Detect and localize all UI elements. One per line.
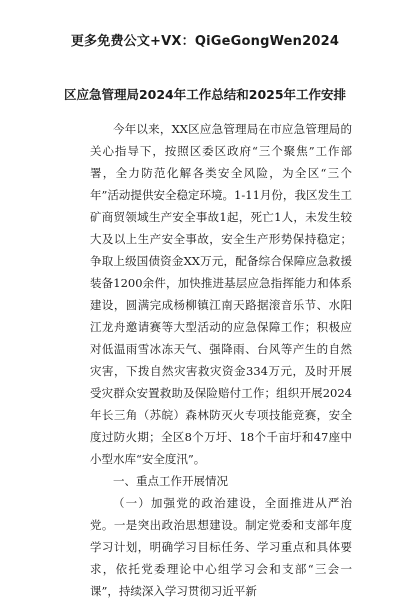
intro-paragraph: 今年以来，XX区应急管理局在市应急管理局的关心指导下，按照区委区政府“三个聚焦”工作部署，全力防范化解各类安全风险，为全区“三个年”活动提供安全稳定环境。1-11月份，我区发生工矿商贸领域生产安全事故1起，死亡1人，未发生较大及以上生产安全事故，安全生产形势保持稳定；争取上级国债资金XX万元，配备综合保障应急救援装备1200余件，加快推进基层应急指挥能力和体系建设，圆满完成杨柳镇江南天路据滚音乐节、水阳江龙舟邀请赛等大型活动的应急保障工作；积极应对低温雨雪冰冻天气、强降雨、台风等产生的自然灾害，下拨自然灾害救灾资金334万元，及时开展受灾群众安置救助及保险赔付工作；组织开展2024年长三角（苏皖）森林防灭火专项技能竞赛，安全度过防火期；全区8个万圩、18个千亩圩和47座中小型水库“安全度汛”。 <box>90 122 352 466</box>
document-body <box>90 118 352 602</box>
section-heading: 一、重点工作开展情况 <box>113 474 228 488</box>
sub-paragraph: （一）加强党的政治建设，全面推进从严治党。一是突出政治思想建设。制定党委和支部年度学习计划，明确学习目标任务、学习重点和具体要求，依托党委理论中心组学习会和支部“三会一课”，持续深入学习贯彻习近平新 <box>90 496 352 598</box>
page-header: 更多免费公文+VX：QiGeGongWen2024 <box>70 34 340 49</box>
document-title: 区应急管理局2024年工作总结和2025年工作安排 <box>63 87 347 102</box>
